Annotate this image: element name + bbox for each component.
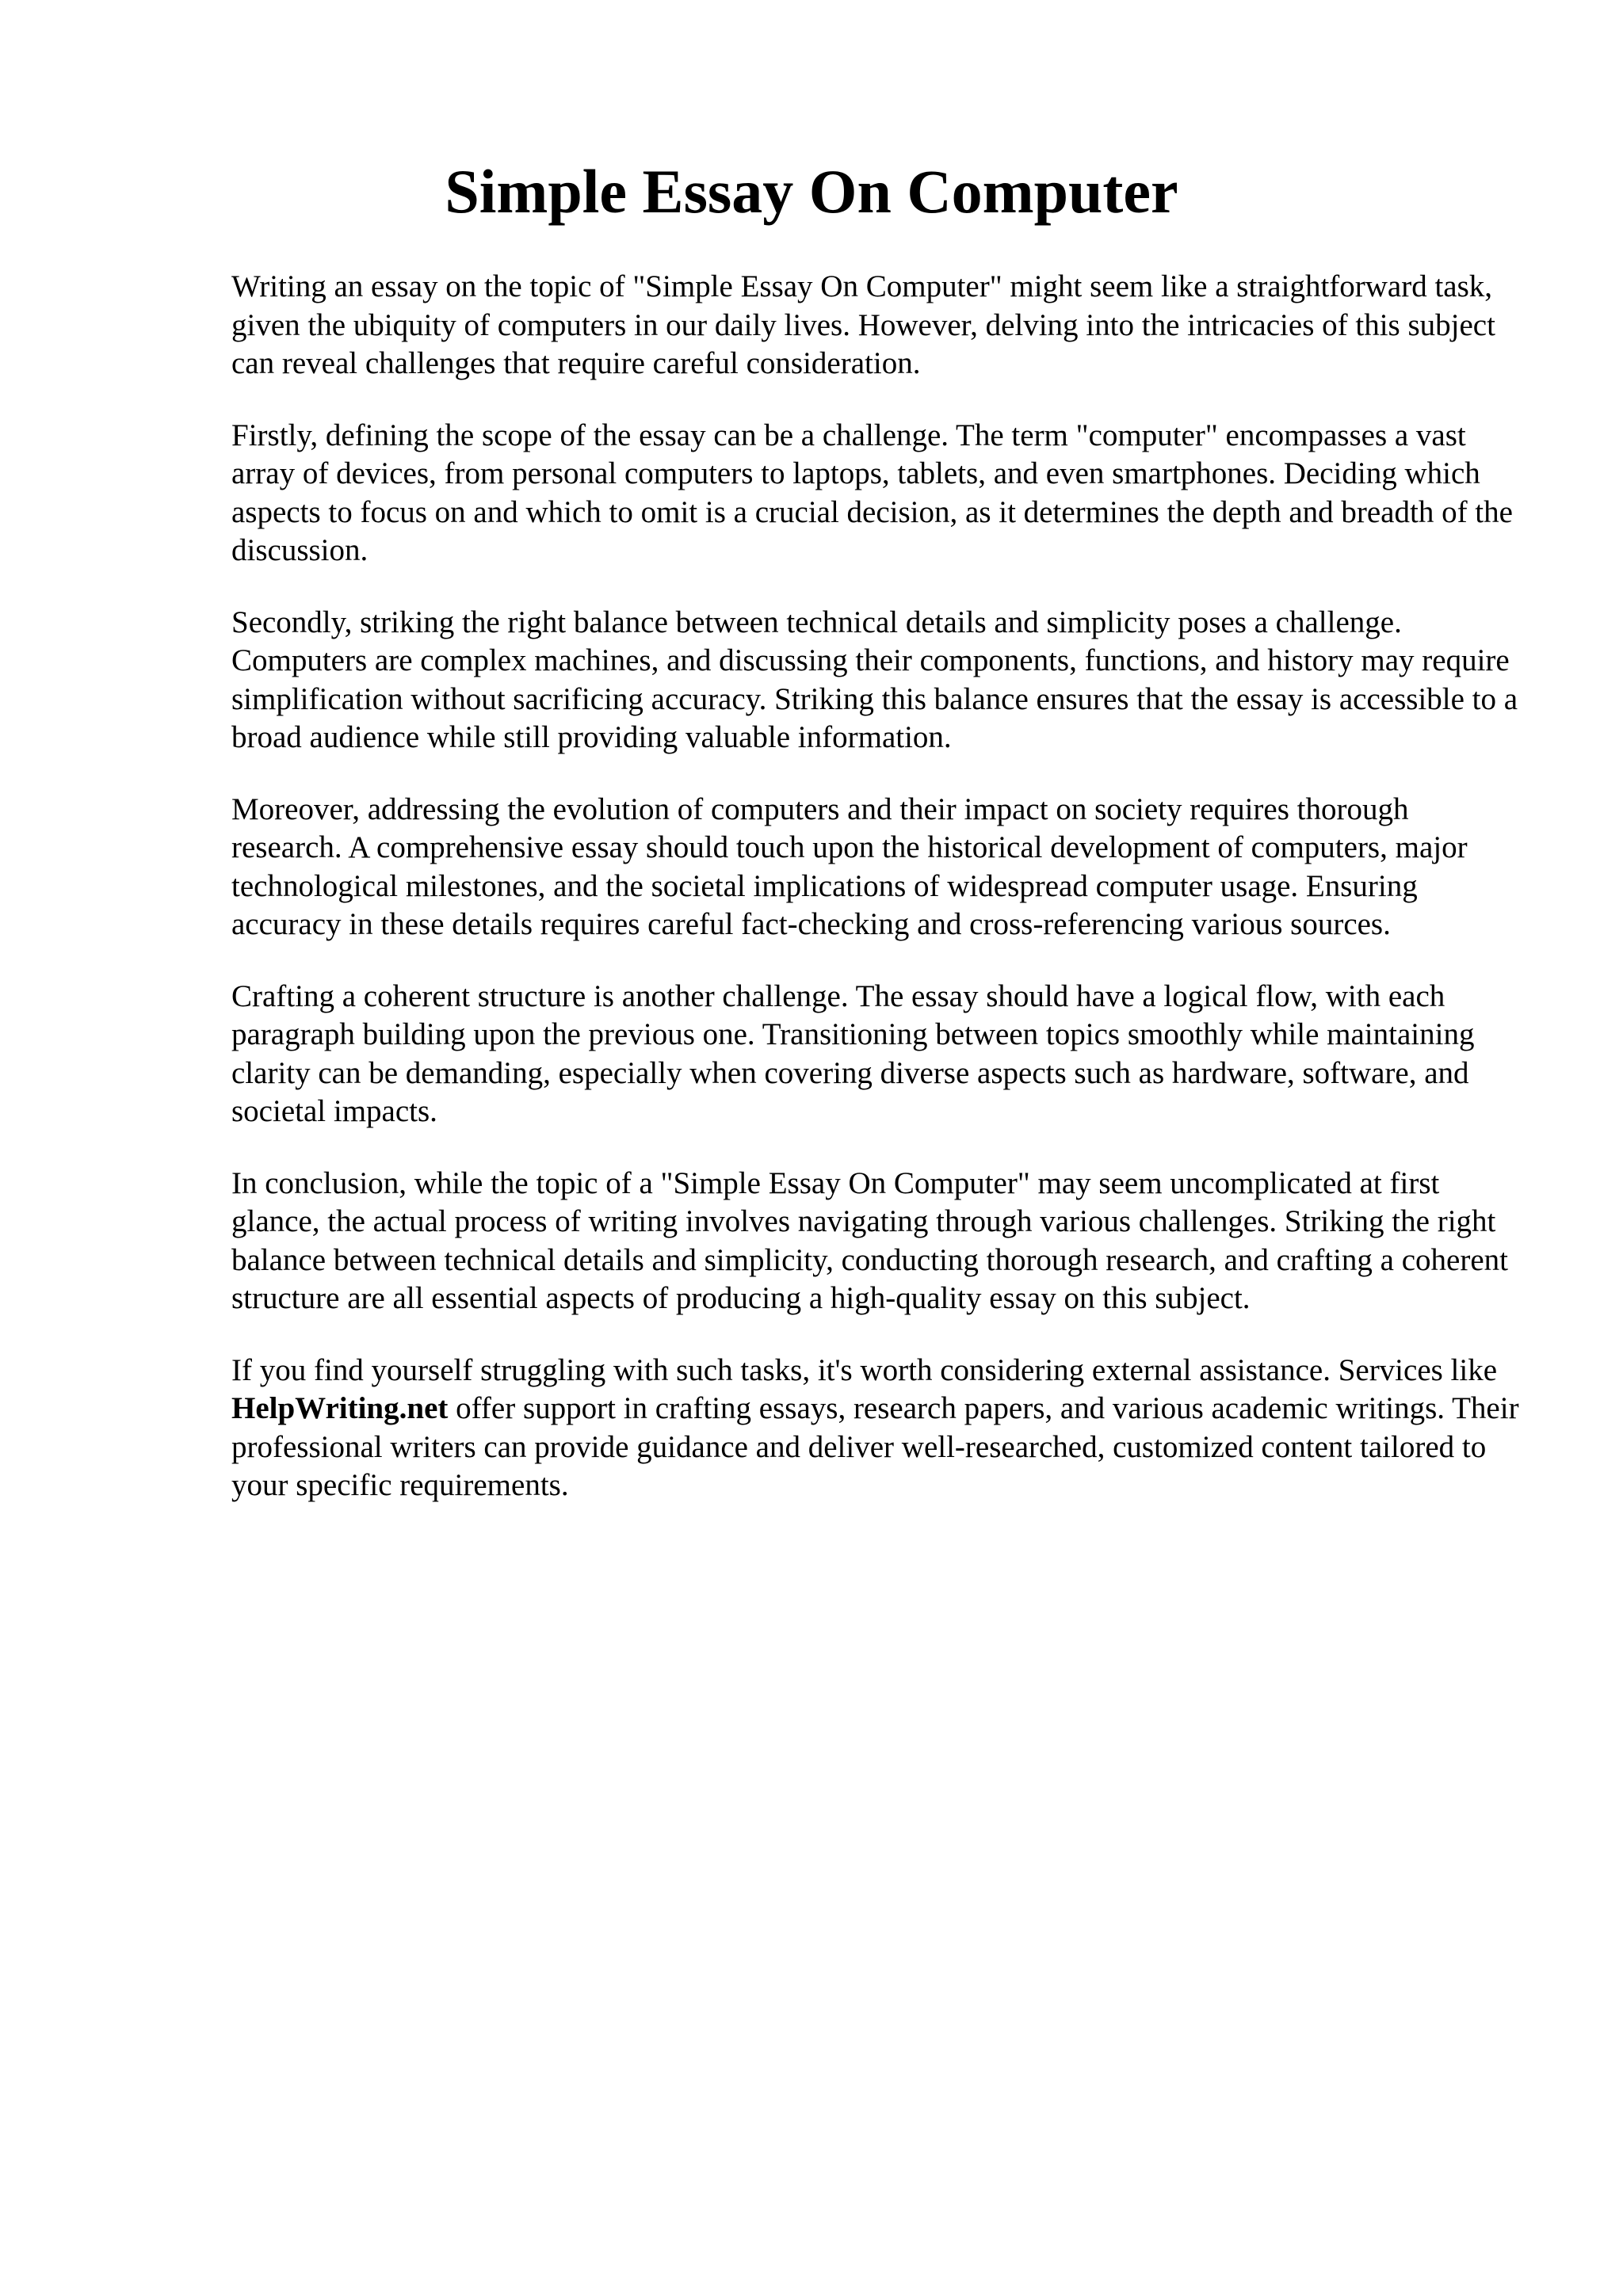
helpwriting-brand: HelpWriting.net bbox=[231, 1391, 449, 1425]
paragraph-7-after: offer support in crafting essays, research papers, and various academic writings. Their professional writers can provide guidance and deliver well-researched, customized content tailored to your specific requirements. bbox=[231, 1391, 1519, 1502]
paragraph-5: Crafting a coherent structure is another challenge. The essay should have a logical flow, with each paragraph building upon the previous one. Transitioning between topics smoothly while maintaining clarity can be demanding, especially when covering diverse aspects such as hardware, software, and societal impacts. bbox=[231, 978, 1475, 1128]
page-title: Simple Essay On Computer bbox=[445, 157, 1178, 226]
paragraph-6: In conclusion, while the topic of a "Simple Essay On Computer" may seem uncomplicated at first glance, the actual process of writing involves navigating through various challenges. Striking the right balance between technical details and simplicity, conducting thorough research, and crafting a coherent structure are all essential aspects of producing a high-quality essay on this subject. bbox=[231, 1165, 1508, 1315]
paragraph-2: Firstly, defining the scope of the essay can be a challenge. The term "computer" encompasses a vast array of devices, from personal computers to laptops, tablets, and even smartphones. Deciding which aspects to focus on and which to omit is a crucial decision, as it determines the depth and breadth of the discussion. bbox=[231, 418, 1513, 567]
essay-body bbox=[231, 268, 1523, 1539]
paragraph-4: Moreover, addressing the evolution of computers and their impact on society requires thorough research. A comprehensive essay should touch upon the historical development of computers, major technological milestones, and the societal implications of widespread computer usage. Ensuring accuracy in these details requires careful fact-checking and cross-referencing various sources. bbox=[231, 791, 1468, 941]
paragraph-7 bbox=[231, 1352, 1523, 1505]
paragraph-1: Writing an essay on the topic of "Simple Essay On Computer" might seem like a straightforward task, given the ubiquity of computers in our daily lives. However, delving into the intricacies of this subject can reveal challenges that require careful consideration. bbox=[231, 269, 1495, 380]
paragraph-7-before: If you find yourself struggling with such tasks, it's worth considering external assistance. Services like bbox=[231, 1352, 1498, 1387]
paragraph-3: Secondly, striking the right balance between technical details and simplicity poses a challenge. Computers are complex machines, and discussing their components, functions, and history may require simplification without sacrificing accuracy. Striking this balance ensures that the essay is accessible to a broad audience while still providing valuable information. bbox=[231, 605, 1518, 754]
